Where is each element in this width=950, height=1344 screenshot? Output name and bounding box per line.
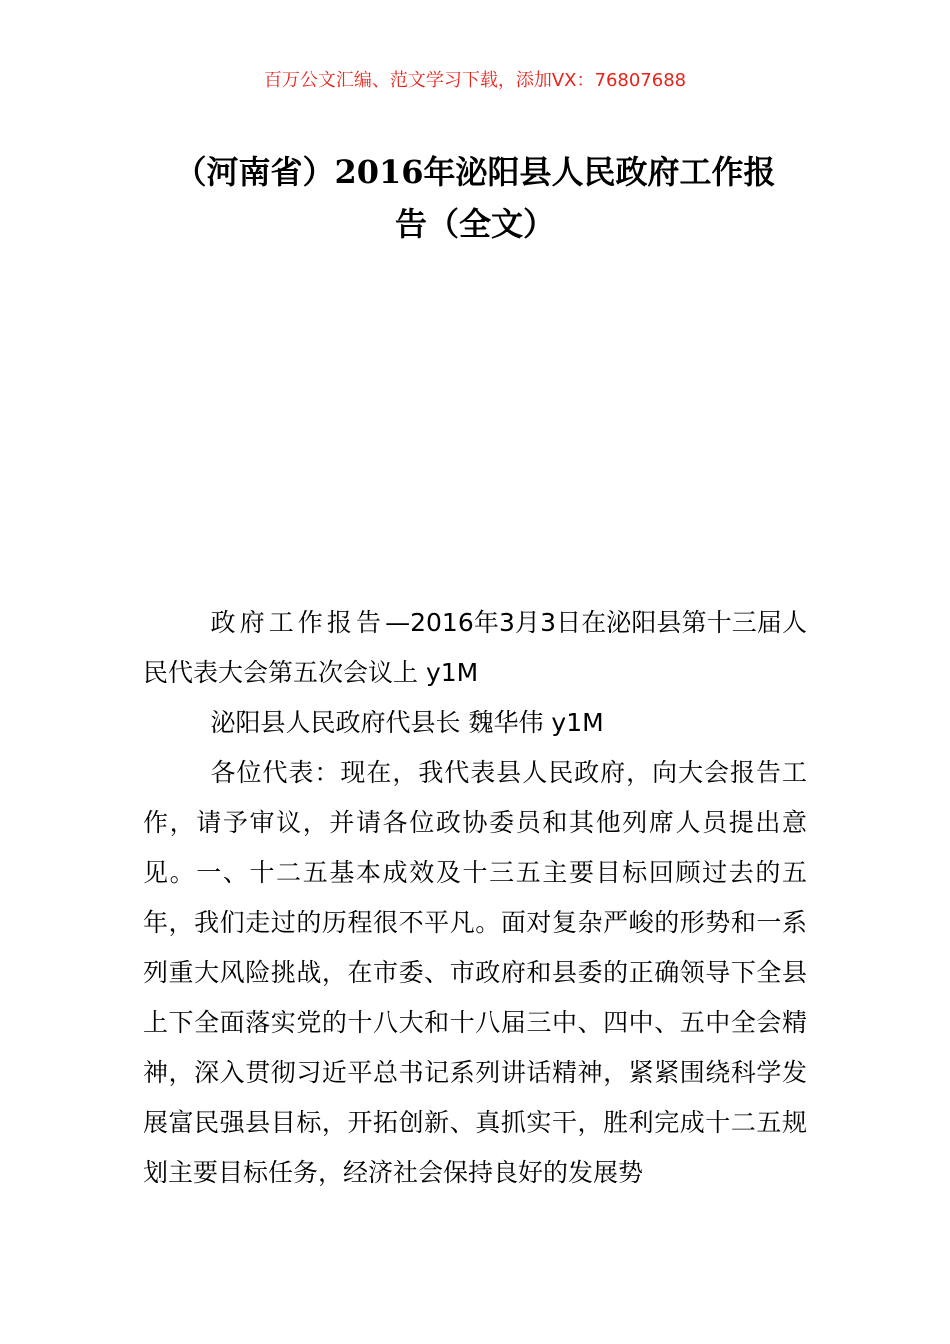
title-line-1: （河南省）2016年泌阳县人民政府工作报 [174,153,776,191]
paragraph-report-heading [143,598,807,698]
document-body [143,598,807,1198]
report-heading-rest: —2016年3月3日在泌阳县第十三届人民代表大会第五次会议上 y1M [143,608,807,687]
document-title [120,146,830,250]
header-promo-text: 百万公文汇编、范文学习下载，添加VX：76807688 [263,70,687,91]
paragraph-main: 各位代表：现在，我代表县人民政府，向大会报告工作，请予审议，并请各位政协委员和其他列席人员提出意见。一、十二五基本成效及十三五主要目标回顾过去的五年，我们走过的历程很不平凡。面对复杂严峻的形势和一系列重大风险挑战，在市委、市政府和县委的正确领导下全县上下全面落实党的十八大和十八届三中、四中、五中全会精神，深入贯彻习近平总书记系列讲话精神，紧紧围绕科学发展富民强县目标，开拓创新、真抓实干，胜利完成十二五规划主要目标任务，经济社会保持良好的发展势 [143,758,807,1187]
report-heading-lead: 政府工作报告 [210,608,386,637]
paragraph-author: 泌阳县人民政府代县长 魏华伟 y1M [210,708,604,737]
title-line-2: 告（全文） [394,205,555,243]
